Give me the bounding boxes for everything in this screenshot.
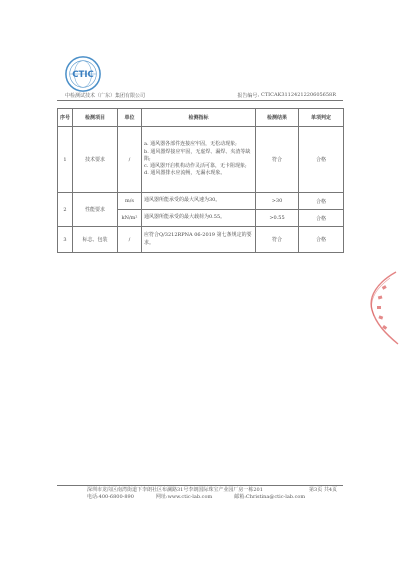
row-indicator: 通风器所能承受的最大风速为30。 bbox=[142, 193, 256, 210]
row-verdict: 合格 bbox=[299, 210, 344, 227]
footer-address: 深圳市龙岗区南湾街道下李朗社区布澜路31号李朗国际珠宝产业园厂房一栋201 bbox=[87, 487, 263, 493]
indicator-a: a. 通风器各部件连接应牢固，无松动现象; bbox=[144, 141, 237, 148]
header-item: 检测项目 bbox=[73, 109, 118, 127]
row-no: 2 bbox=[58, 193, 73, 227]
footer-website: 网址:www.ctic-lab.com bbox=[155, 494, 213, 500]
row-no: 1 bbox=[58, 127, 73, 193]
row-unit: m/s bbox=[118, 193, 142, 210]
row-unit: / bbox=[118, 227, 142, 253]
row-verdict: 合格 bbox=[299, 227, 344, 253]
ctic-logo-icon bbox=[64, 55, 102, 93]
row-indicator: 应符合Q/3212RPNA 06-2019 第七条规定的要求。 bbox=[142, 227, 256, 253]
row-verdict: 合格 bbox=[299, 193, 344, 210]
table-header-row bbox=[58, 109, 344, 127]
row-result: 符合 bbox=[256, 127, 299, 193]
row-item: 标志、包装 bbox=[73, 227, 118, 253]
table-row bbox=[58, 227, 344, 253]
row-indicators bbox=[142, 127, 256, 193]
row-no: 3 bbox=[58, 227, 73, 253]
svg-text:CTIC: CTIC bbox=[72, 69, 94, 80]
row-item: 技术要求 bbox=[73, 127, 118, 193]
row-item: 性能要求 bbox=[73, 193, 118, 227]
report-header bbox=[65, 92, 336, 99]
red-seal-stamp-icon bbox=[338, 268, 400, 348]
header-no: 序号 bbox=[58, 109, 73, 127]
page-number: 第3页 共4页 bbox=[309, 487, 337, 493]
footer-email: 邮箱:Christina@ctic-lab.com bbox=[234, 494, 306, 500]
header-indicator: 检测指标 bbox=[142, 109, 256, 127]
footer-phone: 电话:400-6800-890 bbox=[87, 494, 134, 500]
header-unit: 单位 bbox=[118, 109, 142, 127]
header-divider bbox=[57, 100, 343, 101]
report-number: 报告编号: CTICAK3112421220605658R bbox=[237, 92, 336, 99]
row-indicator: 通风器所能承受的最大载荷为0.55。 bbox=[142, 210, 256, 227]
row-verdict: 合格 bbox=[299, 127, 344, 193]
footer bbox=[87, 487, 337, 501]
table-row bbox=[58, 193, 344, 210]
row-unit: kN/m² bbox=[118, 210, 142, 227]
row-unit: / bbox=[118, 127, 142, 193]
indicator-c: c. 通风器开启机构动作灵活可靠，无卡阻现象; bbox=[144, 163, 247, 170]
indicator-d: d. 通风器排水应流畅，无漏水现象。 bbox=[144, 170, 226, 177]
indicator-b: b. 通风器焊接应牢固，无虚焊、漏焊、夹渣等缺陷; bbox=[144, 148, 251, 162]
header-verdict: 单项判定 bbox=[299, 109, 344, 127]
row-result: 符合 bbox=[256, 227, 299, 253]
row-result: >30 bbox=[256, 193, 299, 210]
test-results-table bbox=[57, 108, 344, 253]
company-name: 中检测试技术（广东）集团有限公司 bbox=[65, 93, 146, 99]
table-row bbox=[58, 127, 344, 193]
row-result: >0.55 bbox=[256, 210, 299, 227]
footer-divider bbox=[57, 485, 343, 486]
header-result: 检测结果 bbox=[256, 109, 299, 127]
